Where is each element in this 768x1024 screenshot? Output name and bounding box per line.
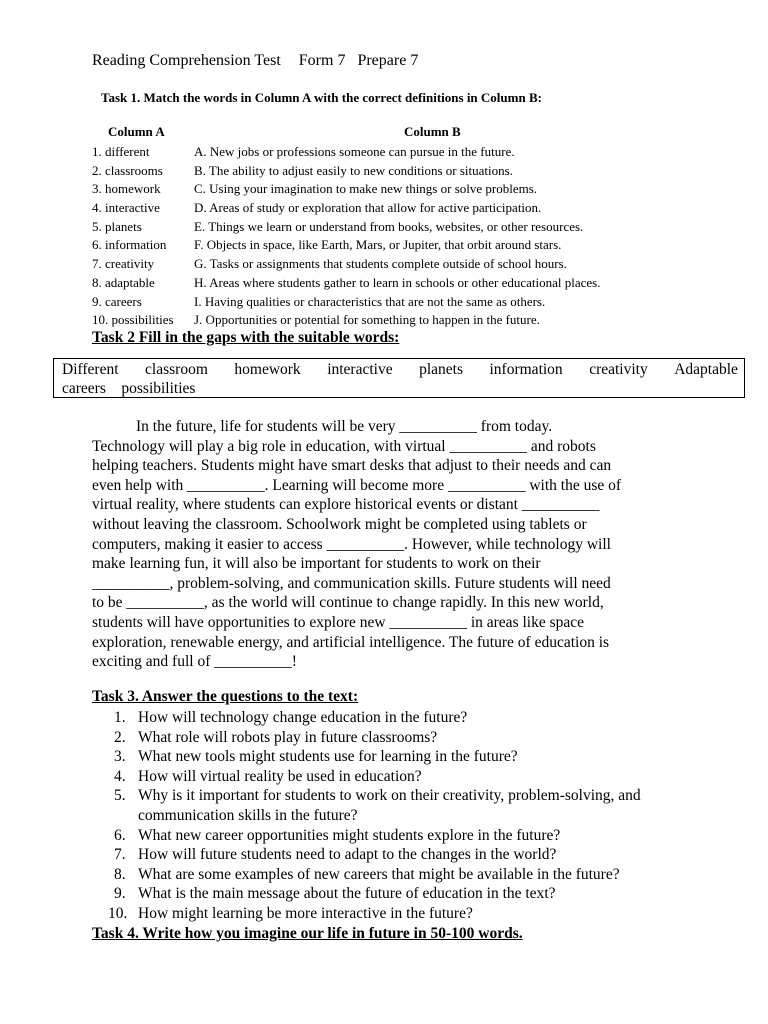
passage-line: computers, making it easier to access __________. However, while technology will — [92, 535, 611, 553]
column-a-word: 8. adaptable — [92, 274, 155, 290]
word-bank-line — [62, 360, 738, 379]
word-bank-word: Adaptable — [674, 361, 738, 378]
question-number: 3. — [114, 748, 126, 766]
task1-title: Task 1. Match the words in Column A with the correct definitions in Column B: — [101, 90, 542, 105]
question-item — [92, 884, 712, 904]
word-bank-word: Different — [62, 361, 119, 378]
page-header — [92, 52, 418, 70]
word-bank-line — [62, 379, 738, 398]
prepare-label: Prepare 7 — [357, 52, 419, 69]
form-label: Form 7 — [298, 52, 346, 69]
question-text: What new career opportunities might students explore in the future? — [138, 826, 561, 844]
column-b-definition: A. New jobs or professions someone can pursue in the future. — [194, 144, 515, 159]
word-bank-word: homework — [234, 361, 301, 378]
test-title: Reading Comprehension Test — [92, 52, 281, 69]
task2-title: Task 2 Fill in the gaps with the suitable words: — [92, 329, 400, 346]
passage-line: without leaving the classroom. Schoolwork might be completed using tablets or — [92, 515, 587, 533]
column-a-header: Column A — [108, 124, 165, 139]
question-number: 9. — [114, 885, 126, 903]
column-a-word: 1. different — [92, 144, 150, 159]
question-item — [92, 904, 712, 924]
column-b-header: Column B — [404, 124, 461, 139]
question-text: How will future students need to adapt to the changes in the world? — [138, 846, 557, 864]
question-item — [92, 786, 712, 825]
question-text: How will virtual reality be used in education? — [138, 767, 422, 785]
question-number: 8. — [114, 865, 126, 883]
passage-line: to be __________, as the world will continue to change rapidly. In this new world, — [92, 594, 604, 612]
question-list — [92, 708, 712, 924]
passage-line: exploration, renewable energy, and artificial intelligence. The future of education is — [92, 633, 610, 651]
word-bank-word: possibilities — [121, 380, 196, 397]
question-item — [92, 708, 712, 728]
question-item — [92, 826, 712, 846]
word-bank-word: interactive — [327, 361, 393, 378]
column-a-word: 5. planets — [92, 218, 142, 234]
passage-line: helping teachers. Students might have smart desks that adjust to their needs and can — [92, 457, 612, 475]
column-b-definition: F. Objects in space, like Earth, Mars, or Jupiter, that orbit around stars. — [194, 237, 562, 253]
passage-line: exciting and full of __________! — [92, 653, 297, 671]
question-number: 6. — [114, 826, 126, 844]
question-text: Why is it important for students to work on their creativity, problem-solving, and communication skills in the future? — [138, 787, 641, 824]
question-number: 2. — [114, 728, 126, 746]
word-bank-word: planets — [419, 361, 463, 378]
word-bank-word: classroom — [145, 361, 208, 378]
column-b-definition: E. Things we learn or understand from books, websites, or other resources. — [194, 218, 584, 234]
question-text: What are some examples of new careers that might be available in the future? — [138, 865, 620, 883]
column-b-definition: I. Having qualities or characteristics that are not the same as others. — [194, 293, 546, 309]
column-a-word: 3. homework — [92, 181, 161, 197]
word-bank-word: information — [489, 361, 563, 378]
passage-line: Technology will play a big role in education, with virtual __________ and robots — [92, 437, 596, 455]
question-item — [92, 845, 712, 865]
column-b-definition: D. Areas of study or exploration that allow for active participation. — [194, 200, 542, 216]
column-b-definition: G. Tasks or assignments that students complete outside of school hours. — [194, 256, 567, 272]
question-item — [92, 728, 712, 748]
passage-line: students will have opportunities to explore new __________ in areas like space — [92, 613, 585, 631]
column-b-definition: H. Areas where students gather to learn in schools or other educational places. — [194, 274, 601, 290]
column-a-word: 7. creativity — [92, 256, 155, 272]
word-bank-word: creativity — [589, 361, 648, 378]
question-item — [92, 865, 712, 885]
question-number: 10. — [108, 904, 128, 922]
question-number: 4. — [114, 767, 126, 785]
question-number: 5. — [114, 787, 126, 805]
column-a-word: 9. careers — [92, 293, 142, 309]
task3-title: Task 3. Answer the questions to the text: — [92, 688, 359, 705]
question-number: 1. — [114, 709, 126, 726]
question-number: 7. — [114, 846, 126, 864]
word-bank-word: careers — [62, 380, 106, 397]
column-b-definition: B. The ability to adjust easily to new conditions or situations. — [194, 162, 513, 178]
column-a-word: 2. classrooms — [92, 162, 163, 178]
task4-title: Task 4. Write how you imagine our life in future in 50-100 words. — [92, 925, 523, 942]
question-text: What role will robots play in future classrooms? — [138, 728, 438, 746]
question-text: How might learning be more interactive in the future? — [138, 904, 473, 922]
question-text: How will technology change education in the future? — [138, 709, 468, 726]
column-b-definition: J. Opportunities or potential for something to happen in the future. — [194, 312, 540, 328]
column-a-word: 4. interactive — [92, 200, 160, 216]
passage-line: even help with __________. Learning will become more __________ with the use of — [92, 476, 622, 494]
column-b-definition: C. Using your imagination to make new things or solve problems. — [194, 181, 538, 197]
passage-line: make learning fun, it will also be important for students to work on their — [92, 555, 541, 573]
fill-gap-passage — [92, 417, 714, 672]
question-text: What is the main message about the future of education in the text? — [138, 885, 556, 903]
column-a-word: 6. information — [92, 237, 167, 253]
passage-line: In the future, life for students will be very __________ from today. — [136, 418, 553, 435]
passage-line: virtual reality, where students can explore historical events or distant __________ — [92, 496, 600, 514]
passage-line: __________, problem-solving, and communication skills. Future students will need — [92, 574, 611, 592]
column-a-word: 10. possibilities — [92, 312, 174, 328]
question-item — [92, 767, 712, 787]
question-text: What new tools might students use for learning in the future? — [138, 748, 518, 766]
word-bank-box — [53, 358, 745, 398]
question-item — [92, 747, 712, 767]
